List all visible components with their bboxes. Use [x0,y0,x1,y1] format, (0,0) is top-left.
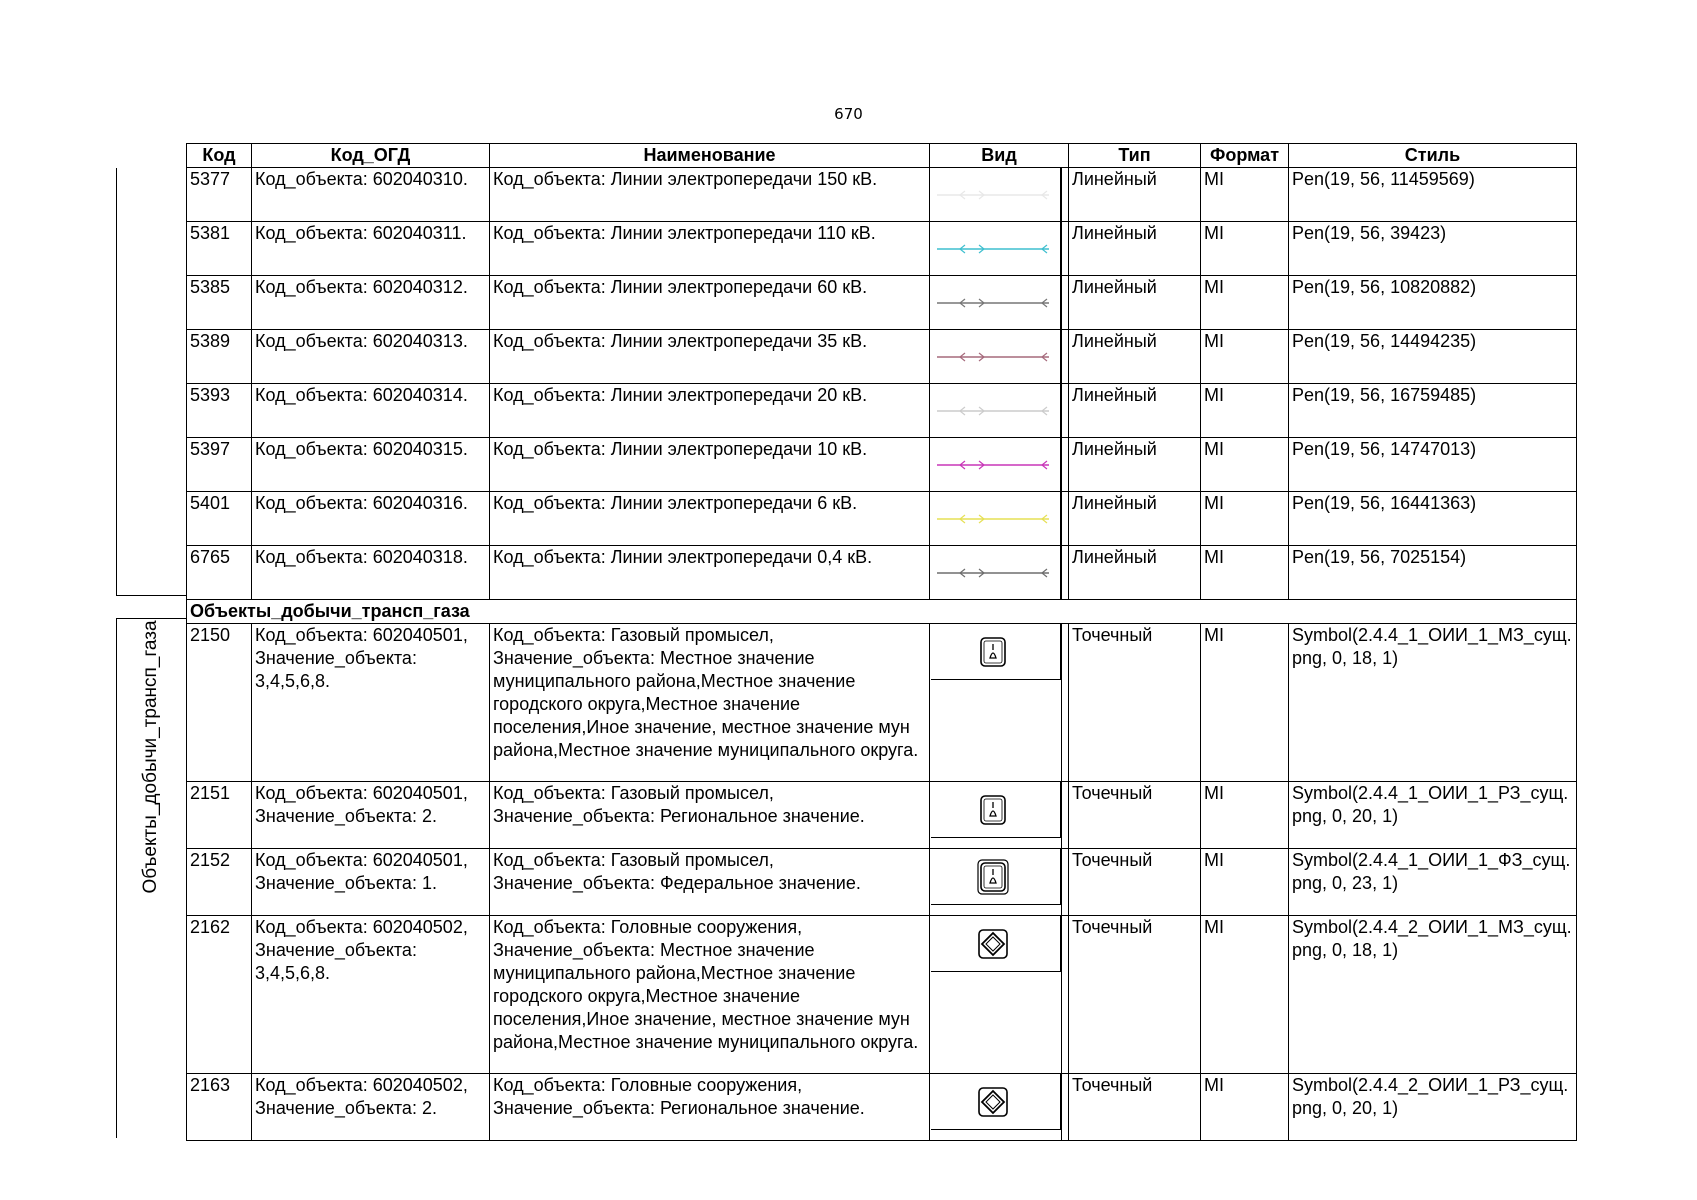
cell-ogd: Код_объекта: 602040311. [252,222,490,276]
cell-type: Точечный [1069,1074,1201,1141]
cell-style: Symbol(2.4.4_2_ОИИ_1_МЗ_сущ.png, 0, 18, 1) [1289,916,1577,1074]
side-separator-top [116,595,187,596]
head-structures-icon [931,916,1055,971]
cell-view [930,782,1069,849]
cell-view [930,330,1069,384]
cell-style: Pen(19, 56, 14494235) [1289,330,1577,384]
cell-name: Код_объекта: Линии электропередачи 110 кВ. [490,222,930,276]
cell-type: Линейный [1069,546,1201,600]
side-border-top [116,168,117,595]
table-row [187,330,1577,384]
col-header-view: Вид [930,144,1069,168]
cell-name: Код_объекта: Линии электропередачи 20 кВ. [490,384,930,438]
table-row [187,492,1577,546]
cell-ogd: Код_объекта: 602040313. [252,330,490,384]
cell-type: Линейный [1069,384,1201,438]
col-header-type: Тип [1069,144,1201,168]
legend-table [186,143,1577,1141]
page-number: 670 [834,105,863,123]
cell-code: 5377 [187,168,252,222]
table-row [187,222,1577,276]
cell-code: 5381 [187,222,252,276]
cell-format: MI [1201,384,1289,438]
table-row [187,384,1577,438]
table-row [187,276,1577,330]
cell-view [930,624,1069,782]
head-structures-icon [931,1074,1055,1129]
cell-name: Код_объекта: Линии электропередачи 6 кВ. [490,492,930,546]
table-row [187,546,1577,600]
cell-ogd: Код_объекта: 602040501, Значение_объекта: 3,4,5,6,8. [252,624,490,782]
cell-code: 6765 [187,546,252,600]
cell-type: Линейный [1069,222,1201,276]
table-header [187,144,1577,168]
col-header-name: Наименование [490,144,930,168]
cell-style: Pen(19, 56, 7025154) [1289,546,1577,600]
cell-type: Линейный [1069,438,1201,492]
cell-ogd: Код_объекта: 602040314. [252,384,490,438]
table-row [187,849,1577,916]
cell-type: Точечный [1069,624,1201,782]
group-header-row [187,600,1577,624]
cell-name: Код_объекта: Линии электропередачи 60 кВ. [490,276,930,330]
gas-field-icon [931,782,1055,837]
cell-type: Линейный [1069,330,1201,384]
cell-code: 5389 [187,330,252,384]
cell-ogd: Код_объекта: 602040502, Значение_объекта: 2. [252,1074,490,1141]
cell-name: Код_объекта: Линии электропередачи 150 кВ. [490,168,930,222]
cell-ogd: Код_объекта: 602040310. [252,168,490,222]
power-line-symbol [931,492,1055,545]
cell-code: 2150 [187,624,252,782]
cell-view [930,438,1069,492]
power-line-symbol [931,546,1055,599]
gas-field-icon [931,624,1055,679]
cell-name: Код_объекта: Линии электропередачи 0,4 кВ. [490,546,930,600]
cell-format: MI [1201,546,1289,600]
cell-type: Линейный [1069,492,1201,546]
cell-name: Код_объекта: Газовый промысел, Значение_объекта: Региональное значение. [490,782,930,849]
table-row [187,168,1577,222]
cell-style: Pen(19, 56, 10820882) [1289,276,1577,330]
cell-name: Код_объекта: Линии электропередачи 10 кВ. [490,438,930,492]
cell-code: 5401 [187,492,252,546]
cell-format: MI [1201,782,1289,849]
cell-style: Pen(19, 56, 16759485) [1289,384,1577,438]
cell-type: Точечный [1069,849,1201,916]
cell-view [930,384,1069,438]
cell-style: Pen(19, 56, 39423) [1289,222,1577,276]
col-header-format: Формат [1201,144,1289,168]
cell-name: Код_объекта: Головные сооружения, Значение_объекта: Региональное значение. [490,1074,930,1141]
table-row [187,782,1577,849]
side-border-bottom [116,618,117,1138]
cell-format: MI [1201,1074,1289,1141]
cell-view [930,492,1069,546]
col-header-code: Код [187,144,252,168]
power-line-symbol [931,384,1055,437]
cell-format: MI [1201,438,1289,492]
cell-type: Точечный [1069,916,1201,1074]
cell-ogd: Код_объекта: 602040312. [252,276,490,330]
cell-code: 5397 [187,438,252,492]
table-row [187,624,1577,782]
cell-view [930,222,1069,276]
cell-code: 2152 [187,849,252,916]
cell-style: Pen(19, 56, 16441363) [1289,492,1577,546]
cell-type: Точечный [1069,782,1201,849]
cell-format: MI [1201,168,1289,222]
cell-ogd: Код_объекта: 602040315. [252,438,490,492]
cell-format: MI [1201,916,1289,1074]
cell-style: Symbol(2.4.4_1_ОИИ_1_МЗ_сущ.png, 0, 18, 1) [1289,624,1577,782]
power-line-symbol [931,222,1055,275]
cell-name: Код_объекта: Линии электропередачи 35 кВ. [490,330,930,384]
col-header-style: Стиль [1289,144,1577,168]
cell-type: Линейный [1069,276,1201,330]
cell-view [930,168,1069,222]
cell-format: MI [1201,276,1289,330]
cell-code: 5393 [187,384,252,438]
table-row [187,916,1577,1074]
cell-ogd: Код_объекта: 602040318. [252,546,490,600]
cell-ogd: Код_объекта: 602040316. [252,492,490,546]
cell-format: MI [1201,330,1289,384]
cell-view [930,1074,1069,1141]
cell-format: MI [1201,849,1289,916]
cell-code: 2162 [187,916,252,1074]
cell-name: Код_объекта: Газовый промысел, Значение_объекта: Федеральное значение. [490,849,930,916]
table-row [187,438,1577,492]
cell-view [930,849,1069,916]
cell-name: Код_объекта: Газовый промысел, Значение_объекта: Местное значение муниципального района,Местное значение городского округа,Местное значение поселения,Иное значение, местное значение мун района,Местное значение муниципального округа. [490,624,930,782]
cell-ogd: Код_объекта: 602040502, Значение_объекта: 3,4,5,6,8. [252,916,490,1074]
table-row [187,1074,1577,1141]
cell-code: 5385 [187,276,252,330]
group-side-label: Объекты_добычи_трансп_газа [140,620,161,894]
power-line-symbol [931,168,1055,221]
cell-code: 2151 [187,782,252,849]
power-line-symbol [931,438,1055,491]
cell-format: MI [1201,492,1289,546]
cell-format: MI [1201,624,1289,782]
cell-style: Symbol(2.4.4_2_ОИИ_1_РЗ_сущ.png, 0, 20, 1) [1289,1074,1577,1141]
col-header-ogd: Код_ОГД [252,144,490,168]
cell-ogd: Код_объекта: 602040501, Значение_объекта: 2. [252,782,490,849]
power-line-symbol [931,330,1055,383]
cell-ogd: Код_объекта: 602040501, Значение_объекта: 1. [252,849,490,916]
cell-type: Линейный [1069,168,1201,222]
gas-field-federal-icon [931,849,1055,904]
power-line-symbol [931,276,1055,329]
cell-view [930,546,1069,600]
cell-format: MI [1201,222,1289,276]
cell-view [930,916,1069,1074]
group-title: Объекты_добычи_трансп_газа [187,600,1577,624]
cell-style: Pen(19, 56, 11459569) [1289,168,1577,222]
cell-style: Pen(19, 56, 14747013) [1289,438,1577,492]
cell-name: Код_объекта: Головные сооружения, Значение_объекта: Местное значение муниципального района,Местное значение городского округа,Местное значение поселения,Иное значение, местное значение мун района,Местное значение муниципального округа. [490,916,930,1074]
cell-code: 2163 [187,1074,252,1141]
side-separator-bottom [116,618,187,619]
cell-view [930,276,1069,330]
cell-style: Symbol(2.4.4_1_ОИИ_1_РЗ_сущ.png, 0, 20, 1) [1289,782,1577,849]
cell-style: Symbol(2.4.4_1_ОИИ_1_ФЗ_сущ.png, 0, 23, 1) [1289,849,1577,916]
